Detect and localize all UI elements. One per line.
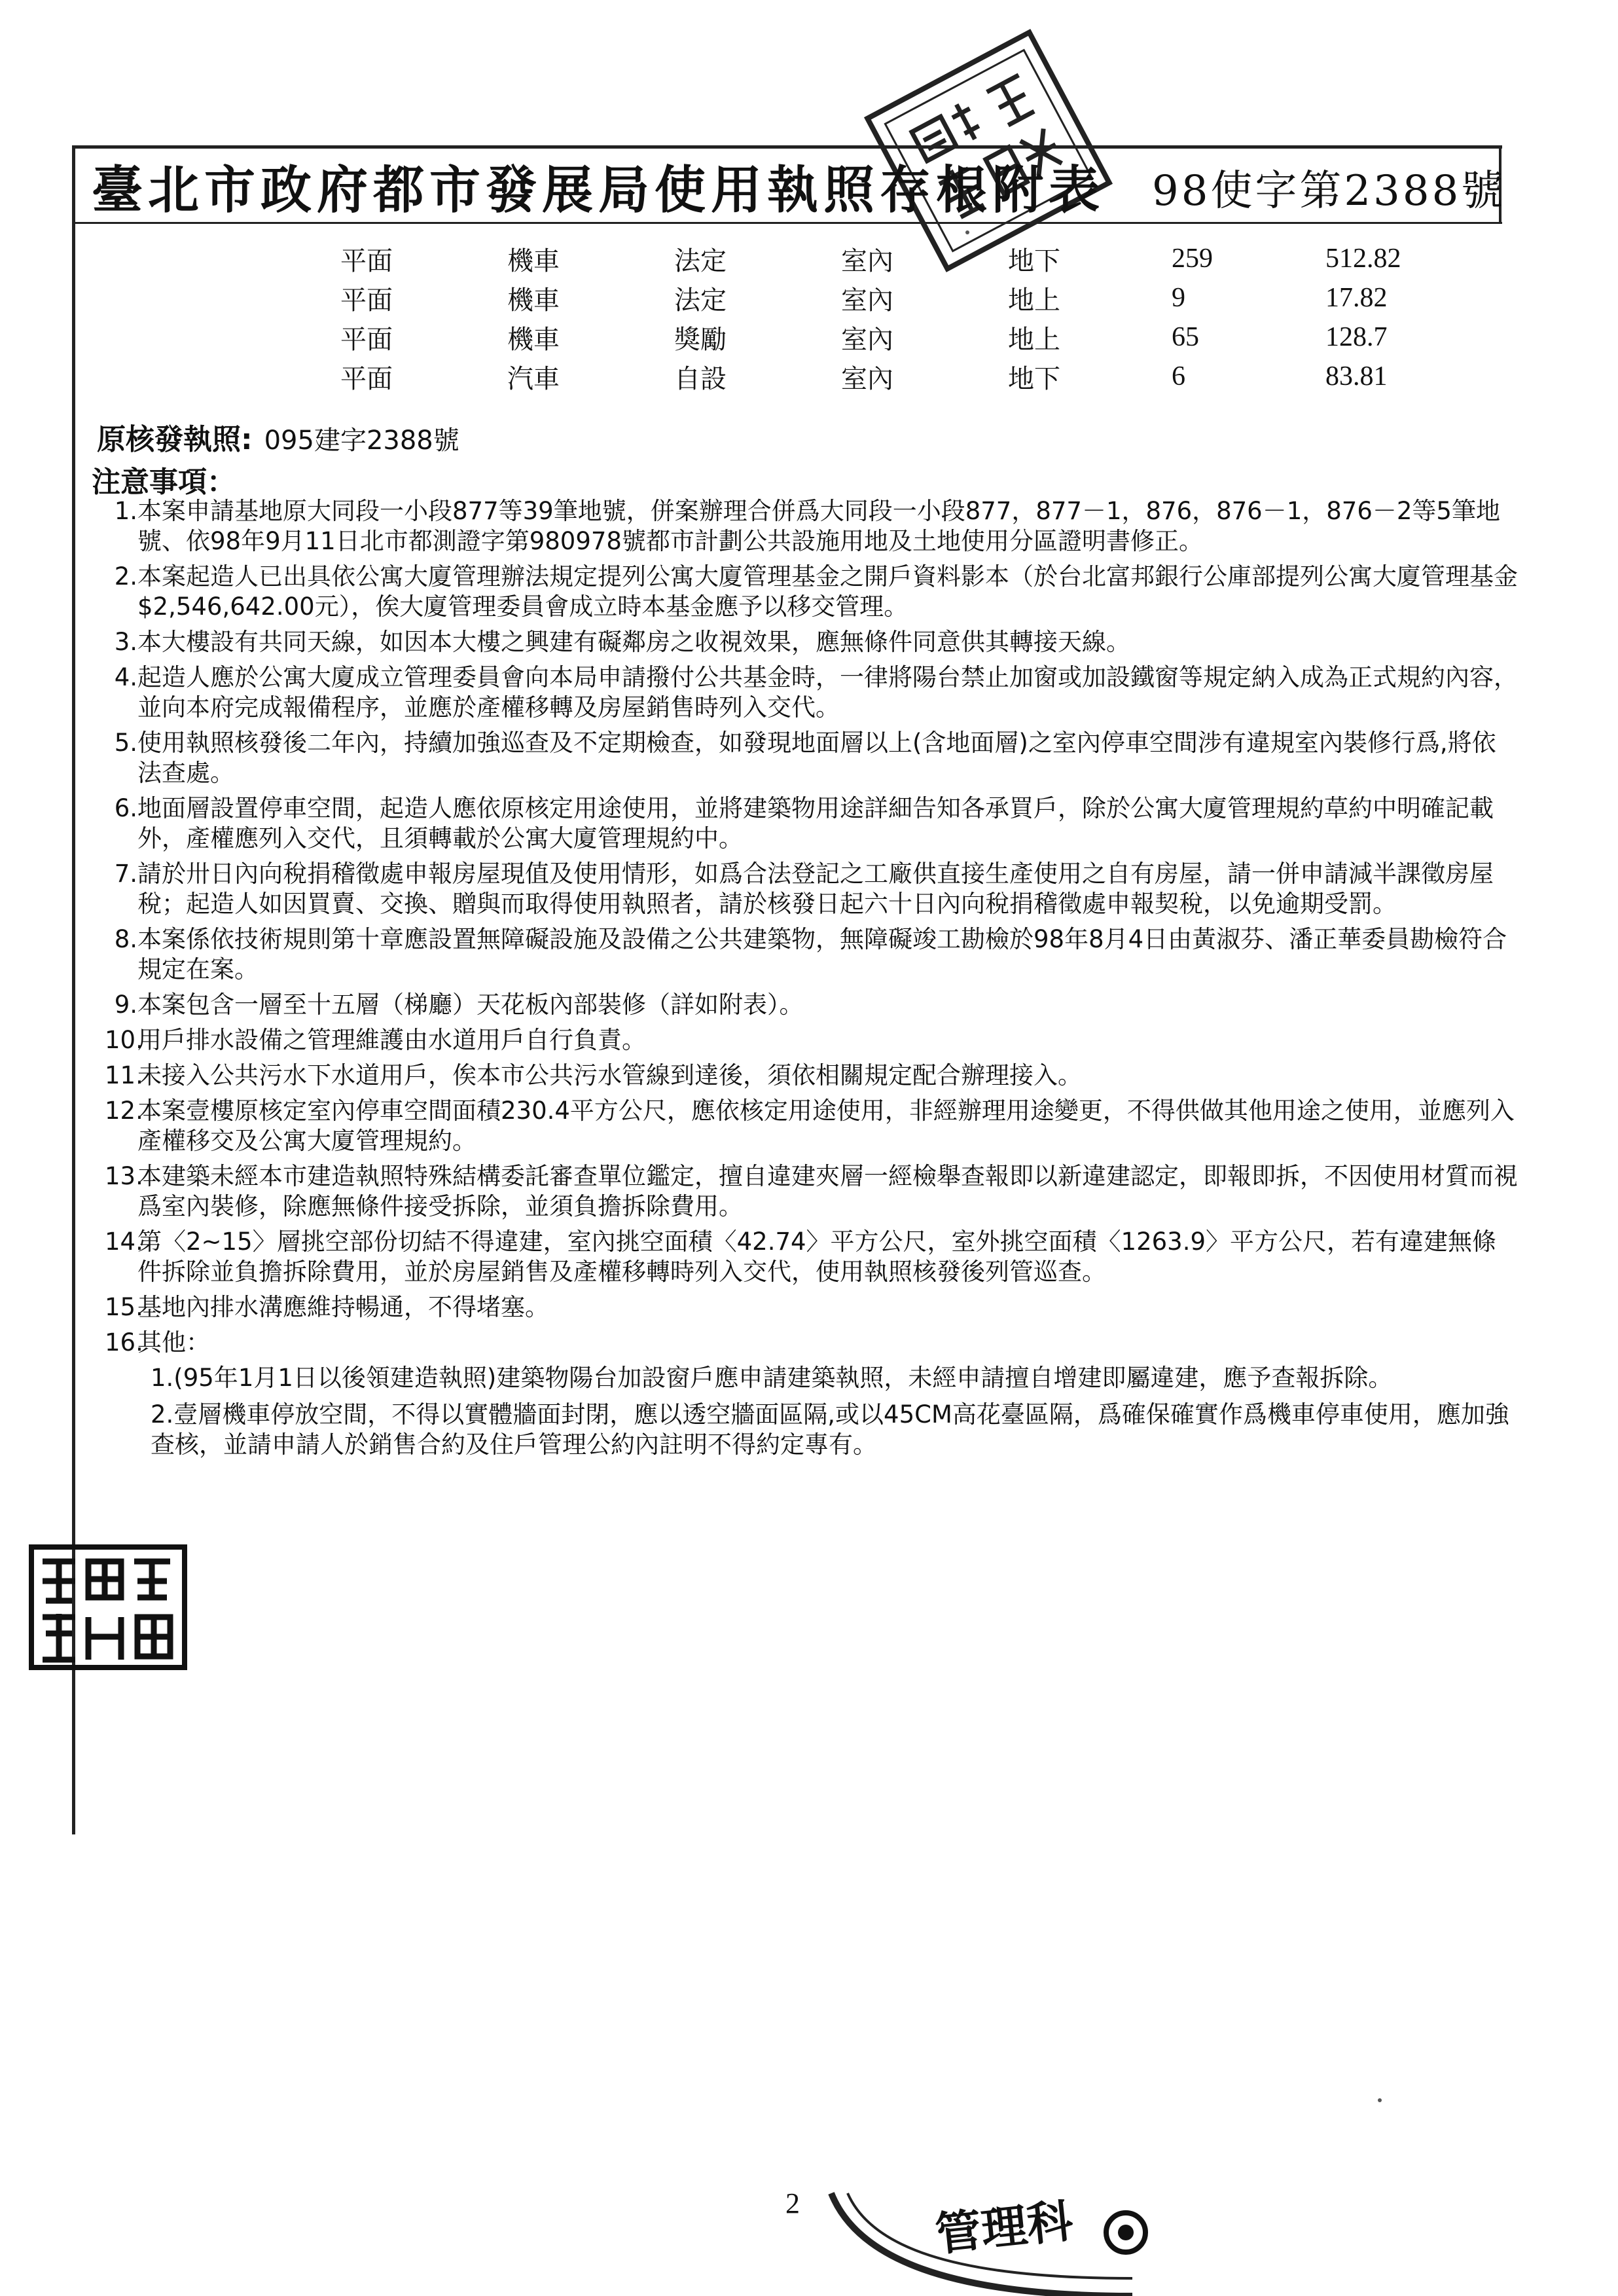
notes-list xyxy=(105,496,1519,1467)
table-row xyxy=(340,239,1466,278)
bottom-stamp-seal xyxy=(818,2180,1159,2296)
note-text: 本案申請基地原大同段一小段877等39筆地號，併案辦理合併爲大同段一小段877，877－1，876，876－1，876－2等5筆地號、依98年9月11日北市都測證字第980978號都市計劃公共設施用地及土地使用分區證明書修正。 xyxy=(137,497,1500,555)
note-text: 第〈2~15〉層挑空部份切結不得違建，室內挑空面積〈42.74〉平方公尺，室外挑空面積〈1263.9〉平方公尺，若有違建無條件拆除並負擔拆除費用，並於房屋銷售及產權移轉時列入交代，使用執照核發後列管巡查。 xyxy=(137,1228,1497,1286)
note-text: 基地內排水溝應維持暢通，不得堵塞。 xyxy=(137,1293,549,1321)
document-title: 臺北市政府都市發展局使用執照存根附表 xyxy=(92,160,1106,220)
note-item xyxy=(111,627,1519,657)
note-item xyxy=(105,1328,1519,1358)
original-permit-label: 原核發執照: xyxy=(97,423,253,456)
original-permit xyxy=(97,416,459,458)
note-number: 1. xyxy=(114,497,137,525)
table-cell: 機車 xyxy=(507,246,560,276)
note-item xyxy=(111,793,1519,854)
table-cell: 法定 xyxy=(674,285,727,316)
table-cell: 地上 xyxy=(1008,324,1060,355)
table-cell: 6 xyxy=(1172,361,1185,392)
parking-table xyxy=(340,239,1466,396)
note-item xyxy=(111,859,1519,919)
note-text: 用戶排水設備之管理維護由水道用戶自行負責。 xyxy=(137,1026,646,1054)
note-number: 5. xyxy=(114,729,137,757)
note-text: 本案壹樓原核定室內停車空間面積230.4平方公尺，應依核定用途使用，非經辦理用途變更，不得供做其他用途之使用，並應列入產權移交及公寓大廈管理規約。 xyxy=(137,1097,1515,1155)
note-number: 8. xyxy=(114,925,137,953)
note-number: 7. xyxy=(114,860,137,888)
table-cell: 128.7 xyxy=(1325,322,1388,352)
note-text: 本案起造人已出具依公寓大廈管理辦法規定提列公寓大廈管理基金之開戶資料影本（於台北富邦銀行公庫部提列公寓大廈管理基金$2,546,642.00元），俟大廈管理委員會成立時本基金應予以移交管理。 xyxy=(137,562,1518,621)
note-number: 13. xyxy=(105,1162,143,1190)
table-cell: 平面 xyxy=(340,363,393,394)
table-cell: 17.82 xyxy=(1325,283,1388,313)
table-row xyxy=(340,278,1466,318)
table-cell: 室內 xyxy=(841,246,893,276)
note-text: 地面層設置停車空間，起造人應依原核定用途使用，並將建築物用途詳細告知各承買戶，除於公寓大廈管理規約草約中明確記載外，產權應列入交代，且須轉載於公寓大廈管理規約中。 xyxy=(137,794,1494,852)
table-cell: 259 xyxy=(1172,244,1213,274)
table-cell: 獎勵 xyxy=(674,324,727,355)
bottom-stamp-text: 管理科 xyxy=(933,2193,1075,2262)
note-number: 6. xyxy=(114,794,137,822)
note-text: 使用執照核發後二年內，持續加強巡查及不定期檢查，如發現地面層以上(含地面層)之室內停車空間涉有違規室內裝修行爲,將依法查處。 xyxy=(137,729,1496,787)
note-text: 本大樓設有共同天線，如因本大樓之興建有礙鄰房之收視效果，應無條件同意供其轉接天線。 xyxy=(137,628,1130,656)
note-number: 16. xyxy=(105,1328,143,1357)
table-cell: 平面 xyxy=(340,246,393,276)
scan-speck xyxy=(1378,2098,1382,2102)
note-item xyxy=(105,1096,1519,1156)
note-item xyxy=(111,562,1519,622)
table-cell: 512.82 xyxy=(1325,244,1401,274)
table-cell: 室內 xyxy=(841,324,893,355)
note-text: 本建築未經本市建造執照特殊結構委託審查單位鑑定，擅自違建夾層一經檢舉查報即以新違建認定，即報即拆，不因使用材質而視爲室內裝修，除應無條件接受拆除，並須負擔拆除費用。 xyxy=(137,1162,1518,1220)
table-cell: 汽車 xyxy=(507,363,560,394)
note-number: 2. xyxy=(114,562,137,591)
note-text: 起造人應於公寓大廈成立管理委員會向本局申請撥付公共基金時，一律將陽台禁止加窗或加設鐵窗等規定納入成為正式規約內容，並向本府完成報備程序，並應於產權移轉及房屋銷售時列入交代。 xyxy=(137,663,1518,721)
note-number: 12. xyxy=(105,1097,143,1125)
sub-note-item: 2.壹層機車停放空間，不得以實體牆面封閉，應以透空牆面區隔,或以45CM高花臺區隔，爲確保確實作爲機車停車使用，應加強查核，並請申請人於銷售合約及住戶管理公約內註明不得約定專有。 xyxy=(151,1400,1509,1459)
note-number: 9. xyxy=(114,991,137,1019)
table-cell: 地下 xyxy=(1008,246,1060,276)
table-cell: 平面 xyxy=(340,324,393,355)
official-seal xyxy=(26,1542,190,1673)
note-number: 11. xyxy=(105,1061,143,1089)
note-item xyxy=(105,1025,1519,1055)
table-cell: 法定 xyxy=(674,246,727,276)
note-item xyxy=(105,1061,1519,1091)
note-item xyxy=(111,663,1519,723)
note-text: 請於卅日內向稅捐稽徵處申報房屋現值及使用情形，如爲合法登記之工廠供直接生產使用之自有房屋，請一併申請減半課徵房屋稅；起造人如因買賣、交換、贈與而取得使用執照者，請於核發日起六十日內向稅捐稽徵處申報契稅，以免逾期受罰。 xyxy=(137,860,1494,918)
note-number: 15. xyxy=(105,1293,143,1321)
table-cell: 9 xyxy=(1172,283,1185,313)
table-row xyxy=(340,318,1466,357)
note-text: 未接入公共污水下水道用戶，俟本市公共污水管線到達後，須依相關規定配合辦理接入。 xyxy=(137,1061,1082,1089)
note-number: 14. xyxy=(105,1228,143,1256)
page-number: 2 xyxy=(785,2187,800,2219)
note-item xyxy=(105,1292,1519,1322)
table-row xyxy=(340,357,1466,396)
permit-number: 98使字第2388號 xyxy=(1152,167,1506,215)
note-text: 本案包含一層至十五層（梯廳）天花板內部裝修（詳如附表）。 xyxy=(137,991,804,1019)
table-cell: 室內 xyxy=(841,363,893,394)
note-number: 10. xyxy=(105,1026,143,1054)
sub-note-item: 1.(95年1月1日以後領建造執照)建築物陽台加設窗戶應申請建築執照，未經申請擅自增建即屬違建，應予查報拆除。 xyxy=(151,1364,1393,1392)
table-cell: 自設 xyxy=(674,363,727,394)
header-top-rule xyxy=(72,145,1502,149)
table-cell: 機車 xyxy=(507,324,560,355)
note-number: 3. xyxy=(114,628,137,656)
note-item xyxy=(111,728,1519,788)
table-cell: 室內 xyxy=(841,285,893,316)
table-cell: 地上 xyxy=(1008,285,1060,316)
note-item xyxy=(111,924,1519,985)
note-item xyxy=(111,496,1519,556)
note-text: 其他： xyxy=(137,1328,210,1357)
original-permit-value: 095建字2388號 xyxy=(264,426,459,456)
table-cell: 平面 xyxy=(340,285,393,316)
note-number: 4. xyxy=(114,663,137,691)
notes-heading: 注意事項： xyxy=(92,465,236,499)
table-cell: 機車 xyxy=(507,285,560,316)
table-cell: 83.81 xyxy=(1325,361,1388,392)
note-text: 本案係依技術規則第十章應設置無障礙設施及設備之公共建築物，無障礙竣工勘檢於98年8月4日由黃淑芬、潘正華委員勘檢符合規定在案。 xyxy=(137,925,1507,983)
table-cell: 地下 xyxy=(1008,363,1060,394)
note-item xyxy=(105,1227,1519,1287)
note-item xyxy=(105,1161,1519,1222)
table-cell: 65 xyxy=(1172,322,1199,352)
scan-speck xyxy=(965,230,969,234)
note-item xyxy=(111,990,1519,1020)
